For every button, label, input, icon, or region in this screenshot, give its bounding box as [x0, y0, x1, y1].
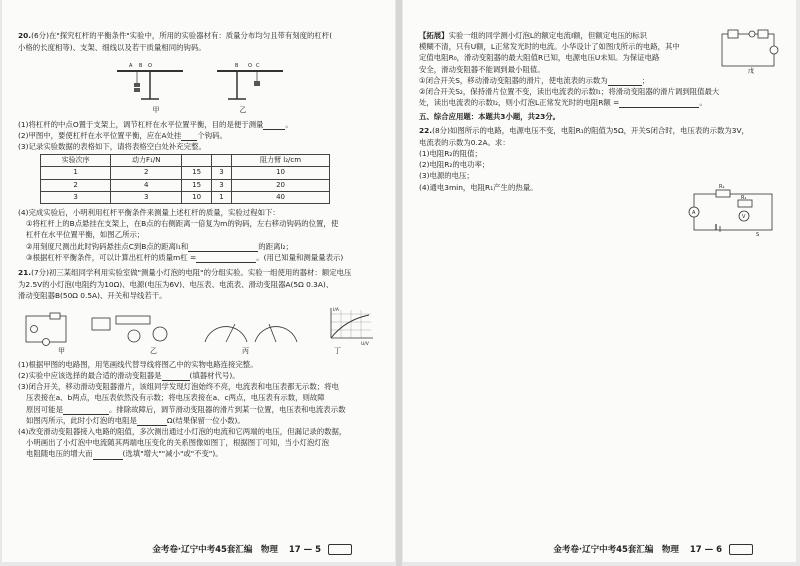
- subquestion: (3)记录实验数据的表格如下，请将表格空白处补充完整。: [18, 142, 206, 152]
- question-22: [419, 125, 782, 193]
- page-gutter: [396, 0, 402, 566]
- table-cell: 4: [111, 179, 182, 191]
- question-20: [18, 30, 381, 263]
- right-page: [403, 0, 796, 562]
- table-header: 实验次序: [41, 155, 111, 167]
- question-number: 20.: [18, 31, 32, 40]
- table-cell: 2: [41, 179, 111, 191]
- step: ②闭合开关S₂，保持滑片位置不变，读出电流表的示数I₁；将滑动变阻器的滑片调到阻值最大: [419, 87, 720, 97]
- subquestion: (4)通电3min，电阻R₁产生的热量。: [419, 182, 538, 192]
- subquestion: (4)完成实验后，小明利用杠杆平衡条件来测量上述杠杆的质量，实验过程如下：: [18, 208, 280, 218]
- table-cell: 15: [182, 167, 212, 179]
- table-cell: 1: [211, 191, 231, 203]
- label-a: A: [128, 63, 132, 70]
- table-header: 阻力臂 l₂/cm: [232, 155, 330, 167]
- question-number: 22.: [419, 125, 433, 135]
- axis-label-y: I/A: [332, 307, 339, 313]
- step: ①闭合开关S，移动滑动变阻器的滑片，使电流表的示数为 ；: [419, 75, 650, 85]
- subquestion: (1)将杠杆的中点O置于支架上，调节杠杆在水平位置平衡，目的是便于测量 。: [18, 119, 293, 129]
- table-header-blank[interactable]: [211, 155, 231, 167]
- lever-figures: [18, 57, 381, 103]
- answer-blank[interactable]: [619, 98, 699, 108]
- label-b2: B: [234, 63, 238, 70]
- subquestion: (4)改变滑动变阻器接入电路的阻值，多次测出通过小灯泡的电流和它两端的电压，但漏记录的数据，: [18, 427, 347, 437]
- left-page: [2, 0, 395, 562]
- question-stem-cont: 小格的长度相等)、支架、细线以及若干质量相同的钩码。: [18, 43, 206, 53]
- circuit-diagram-a: [22, 312, 70, 346]
- subquestion: (1)根据甲图的电路图，用笔画线代替导线将图乙中的实物电路连接完整。: [18, 359, 258, 369]
- footer-title: 金考卷·辽宁中考45套汇编 物理: [152, 544, 278, 555]
- subquestion: (1)电阻R₂的阻值；: [419, 149, 482, 159]
- figure-caption: 甲: [58, 346, 65, 355]
- iv-graph: [321, 306, 377, 346]
- figure-caption: 乙: [239, 106, 247, 115]
- text-line: 实验一组的同学测小灯泡L的额定电流I额，但额定电压的标识: [448, 31, 648, 40]
- circuit-diagram-b: [90, 312, 180, 346]
- figure-caption: 丙: [242, 346, 249, 355]
- answer-blank[interactable]: [63, 405, 109, 415]
- table-cell: 10: [232, 167, 330, 179]
- subquestion: (2)电阻R₂的电功率；: [419, 160, 490, 170]
- answer-blank[interactable]: [137, 416, 167, 426]
- footer-title: 金考卷·辽宁中考45套汇编 物理: [553, 544, 679, 555]
- extension-section: [419, 30, 782, 108]
- figure-caption: 乙: [150, 346, 157, 355]
- table-cell: 40: [232, 191, 330, 203]
- question-21: [18, 267, 381, 460]
- subquestion: (2)甲图中，要使杠杆在水平位置平衡，应在A处挂 个钩码。: [18, 130, 227, 140]
- publisher-logo: [729, 544, 753, 555]
- table-cell: 3: [211, 179, 231, 191]
- question-stem-cont: 滑动变阻器B(50Ω 0.5A)、开关和导线若干。: [18, 291, 167, 301]
- circuit-diagram-q22: [686, 184, 780, 238]
- text-line: 定值电阻R₀，滑动变阻器的最大阻值R已知，电源电压U未知。为保证电路: [419, 53, 660, 63]
- question-stem: (7分)初三某组同学利用实验室做"测量小灯泡的电阻"的分组实验。实验一组使用的器材：额定电压: [31, 268, 352, 278]
- question-stem: (6分)在"探究杠杆的平衡条件"实验中，所用的实验器材有：质量分布均匀且带有刻度的杠杆(: [31, 31, 333, 40]
- section-heading: 五、综合应用题：本题共3小题，共23分。: [419, 112, 561, 122]
- figure-caption: 甲: [152, 106, 160, 115]
- step: 处，读出电流表的示数I₂，则小灯泡L正常发光时的电阻R额 = 。: [419, 98, 707, 108]
- subquestion-cont: 小明画出了小灯泡中电流随其两端电压变化的关系图像如图丁，根据图丁可知，当小灯泡灯泡: [26, 438, 330, 448]
- table-row: [41, 167, 330, 179]
- step: ①将杠杆上的B点悬挂在支架上，在B点的右侧距离一倍复为m的钩码，左右移动钩码的位置，使: [26, 219, 339, 229]
- table-cell: 3: [211, 167, 231, 179]
- label-r1: R₁: [741, 195, 747, 201]
- page-number: 17 — 6: [689, 544, 723, 555]
- page-number: 17 — 5: [288, 544, 322, 555]
- label-voltmeter: V: [742, 214, 746, 220]
- question-stem-cont: 为2.5V的小灯泡(电阻约为10Ω)、电源(电压为6V)、电压表、电流表、滑动变阻器A(5Ω 0.3A)、: [18, 280, 334, 290]
- label-c2: C: [255, 63, 259, 70]
- answer-blank[interactable]: [181, 131, 197, 141]
- question-number: 21.: [18, 268, 32, 278]
- label-o2: O: [247, 63, 252, 70]
- table-cell: 1: [41, 167, 111, 179]
- figure-caption: 戊: [748, 68, 755, 75]
- answer-blank[interactable]: [608, 76, 642, 86]
- circuit-diagram-e: [718, 28, 782, 74]
- text-line: 模糊不清，只有U额，L正常发光时的电流。小华设计了如图戊所示的电路，其中: [419, 42, 680, 52]
- table-cell: 20: [232, 179, 330, 191]
- axis-label-x: U/V: [360, 341, 369, 347]
- table-cell: 3: [111, 191, 182, 203]
- question-stem-cont: 电流表的示数为0.2A。求：: [419, 137, 510, 147]
- subquestion-cont: 电阻随电压的增大而 (选填"增大""减小"或"不变")。: [26, 449, 223, 459]
- table-cell: 15: [182, 179, 212, 191]
- table-header-blank[interactable]: [182, 155, 212, 167]
- table-header-row: [41, 155, 330, 167]
- table-row: [41, 179, 330, 191]
- label-ammeter: A: [692, 210, 696, 216]
- table-header: 动力F₁/N: [111, 155, 182, 167]
- table-row: [41, 191, 330, 203]
- data-table: [40, 154, 330, 204]
- publisher-logo: [328, 544, 352, 555]
- subquestion: (2)实验中应该选择的最合适的滑动变阻器是 (填器材代号)。: [18, 371, 240, 381]
- page-footer: [403, 544, 796, 556]
- circuit-figures: [22, 306, 377, 346]
- answer-blank[interactable]: [188, 242, 258, 252]
- subquestion-cont: 压表接在a、b两点，电压表依然没有示数；将电压表接在a、c两点，电压表有示数，则故障: [26, 393, 325, 403]
- subquestion: (3)闭合开关，移动滑动变阻器滑片，该组同学发现灯泡始终不亮，电流表和电压表都无示数；将电: [18, 382, 339, 392]
- lever-figure-a: [115, 57, 185, 103]
- label-r2: R₂: [719, 184, 725, 190]
- table-cell: 3: [41, 191, 111, 203]
- table-cell: 2: [111, 167, 182, 179]
- extension-tag: 【拓展】: [419, 31, 449, 40]
- table-cell: 10: [182, 191, 212, 203]
- question-stem: (8分)如图所示的电路，电源电压不变，电阻R₁的阻值为5Ω，开关S闭合时，电压表的示数为3V，: [432, 125, 749, 135]
- label-switch: S: [756, 232, 760, 238]
- answer-blank[interactable]: [196, 253, 256, 263]
- lever-figure-b: [215, 57, 285, 103]
- text-line: 安全，滑动变阻器不能调到最小阻值。: [419, 64, 545, 74]
- subquestion-cont: 原因可能是 。排除故障后，调节滑动变阻器的滑片到某一位置，电压表和电流表示数: [26, 404, 346, 414]
- label-o: O: [147, 63, 152, 70]
- step: 杠杆在水平位置平衡，如图乙所示；: [26, 230, 145, 240]
- answer-blank[interactable]: [93, 450, 123, 460]
- meter-readings: [201, 312, 301, 346]
- page-footer: [2, 544, 395, 556]
- subquestion-cont: 如图丙所示，此时小灯泡的电阻是 Ω(结果保留一位小数)。: [26, 415, 245, 425]
- subquestion: (3)电源的电压；: [419, 171, 474, 181]
- label-b: B: [138, 63, 142, 70]
- answer-blank[interactable]: [263, 120, 285, 130]
- step: ③根据杠杆平衡条件，可以计算出杠杆的质量m杠 = 。(用已知量和测量量表示): [26, 252, 344, 262]
- figure-caption: 丁: [334, 346, 341, 355]
- answer-blank[interactable]: [162, 371, 190, 381]
- step: ②用刻度尺测出此时钩码悬挂点C到B点的距离l₁和 的距离l₂；: [26, 241, 293, 251]
